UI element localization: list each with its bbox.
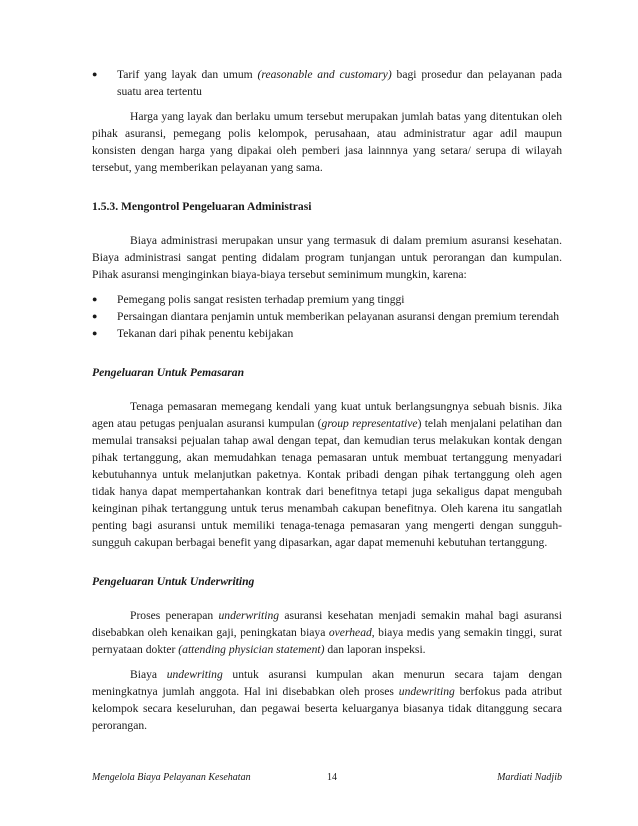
subsection-heading-underwriting: Pengeluaran Untuk Underwriting xyxy=(92,575,255,588)
paragraph-pemasaran: Tenaga pemasaran memegang kendali yang kuat untuk berlangsungnya sebuah bisnis. Jika agen atau petugas penjualan asuransi kumpulan (group representative) telah menjalani pelatihan dan memulai transaksi pejualan tahap awal dengan tepat, dan kemudian terus melakukan kontak dengan pihak tertanggung, akan memudahkan tenaga pemasaran untuk membuat tertanggung menyadari kebutuhannya untuk melanjutkan paketnya. Kontak pribadi dengan pihak tertanggung oleh agen tidak hanya dapat mempertahankan kontrak dari benefitnya tetapi juga sekaligus dapat mengubah keinginan pihak tertanggung untuk terus menambah cakupan benefitnya. Oleh karena itu sangatlah penting bagi asuransi untuk memiliki tenaga-tenaga pemasaran yang mengerti dengan sungguh-sungguh cakupan berbagai benefit yang dipasarkan, agar dapat memenuhi kebutuhan tertanggung. xyxy=(92,400,562,549)
bullet-icon: ● xyxy=(92,328,98,338)
bullet-icon: ● xyxy=(92,294,98,304)
bullet-icon: ● xyxy=(92,69,98,79)
page-number: 14 xyxy=(327,772,337,783)
bullet-list-tarif xyxy=(92,66,562,100)
footer-author: Mardiati Nadjib xyxy=(497,772,562,783)
bullet-icon: ● xyxy=(92,311,98,321)
list-item: ● Persaingan diantara penjamin untuk memberikan pelayanan asuransi dengan premium terendah xyxy=(92,310,560,323)
paragraph-underwriting-1: Proses penerapan underwriting asuransi kesehatan menjadi semakin mahal bagi asuransi disebabkan oleh kenaikan gaji, peningkatan biaya overhead, biaya medis yang semakin tinggi, surat pernyataan dokter (attending physician statement) dan laporan inspeksi. xyxy=(92,609,562,656)
page-content xyxy=(92,66,562,734)
footer-book-title: Mengelola Biaya Pelayanan Kesehatan xyxy=(92,772,251,783)
list-item: ● Tekanan dari pihak penentu kebijakan xyxy=(92,327,294,340)
paragraph-administrasi: Biaya administrasi merupakan unsur yang termasuk di dalam premium asuransi kesehatan. Biaya administrasi sangat penting didalam program tunjangan untuk perorangan dan kumpulan. Pihak asuransi menginginkan biaya-biaya tersebut seminimum mungkin, karena: xyxy=(92,234,562,281)
paragraph-harga: Harga yang layak dan berlaku umum tersebut merupakan jumlah batas yang ditentukan oleh pihak asuransi, pemegang polis kelompok, perusahaan, atau administratur agar adil maupun konsisten dengan harga yang dipakai oleh pemberi jasa lainnnya yang setara/ serupa di wilayah tersebut, yang memberikan pelayanan yang sama. xyxy=(92,110,562,174)
list-item: ● Pemegang polis sangat resisten terhadap premium yang tinggi xyxy=(92,293,405,306)
bullet-list-administrasi xyxy=(92,291,562,342)
paragraph-underwriting-2: Biaya undewriting untuk asuransi kumpulan akan menurun secara tajam dengan meningkatnya jumlah anggota. Hal ini disebabkan oleh proses undewriting berfokus pada atribut kelompok secara keseluruhan, dan pegawai beserta keluarganya biasanya tidak ditanggung secara perorangan. xyxy=(92,668,562,732)
page-footer xyxy=(92,770,562,786)
list-item: ● Tarif yang layak dan umum (reasonable and customary) bagi prosedur dan pelayanan pada suatu area tertentu xyxy=(92,68,562,98)
subsection-heading-pemasaran: Pengeluaran Untuk Pemasaran xyxy=(92,366,245,379)
section-heading: 1.5.3. Mengontrol Pengeluaran Administrasi xyxy=(92,200,312,213)
